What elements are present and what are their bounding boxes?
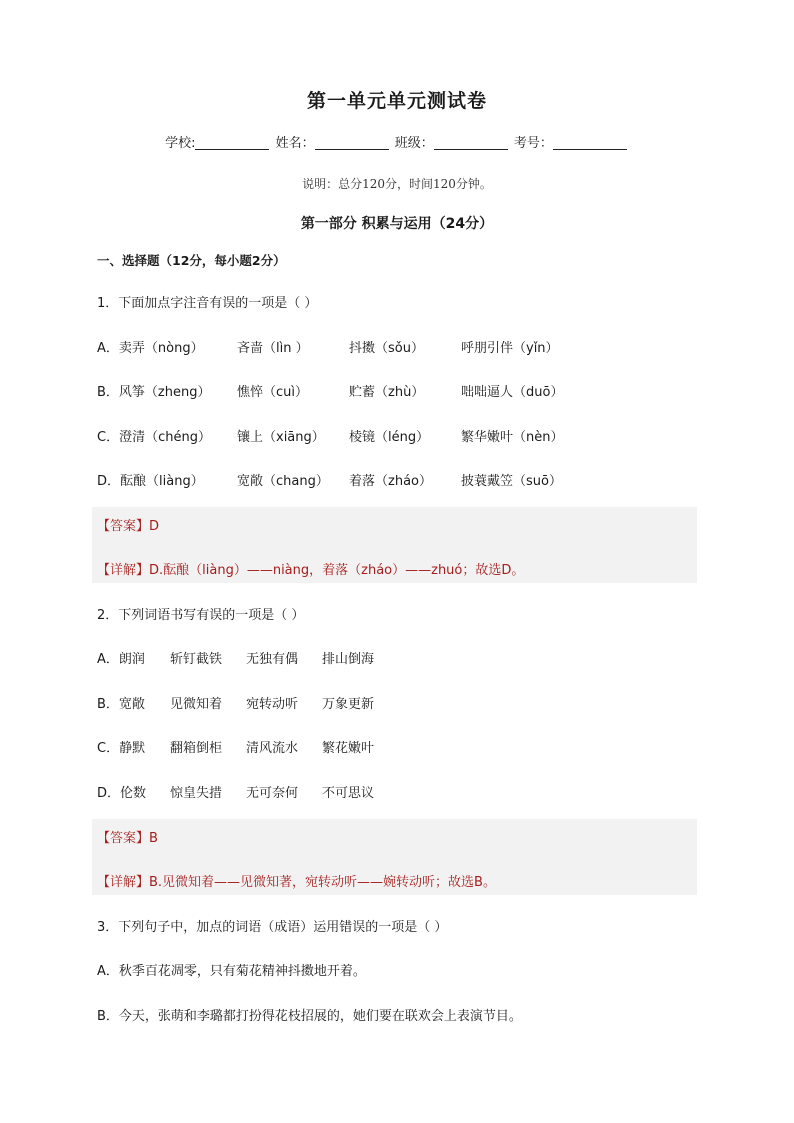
part-heading: 第一部分 积累与运用（24分） <box>300 216 494 232</box>
q1-option-c-word3: 棱镜（léng） <box>349 430 430 445</box>
school-label: 学校: <box>165 136 196 151</box>
student-info-row <box>0 132 794 151</box>
q1-option-b-word3: 贮蓄（zhù） <box>349 385 425 400</box>
q2-option-a-word2: 斩钉截铁 <box>170 652 223 667</box>
q1-option-b: B．风筝（zheng） <box>97 385 211 400</box>
q3-option-a: A．秋季百花凋零，只有菊花精神抖擞地开着。 <box>97 964 366 979</box>
q2-option-c: C．静默 <box>97 741 146 756</box>
q1-detail: 【详解】D.酝酿（liàng）——niàng，着落（zháo）——zhuó；故选D。 <box>97 563 525 578</box>
q1-option-d-word3: 着落（zháo） <box>349 474 432 489</box>
section-heading: 一、选择题（12分，每小题2分） <box>97 253 286 268</box>
q2-option-d-word4: 不可思议 <box>322 786 375 801</box>
q1-option-a-word4: 呼朋引伴（yǐn） <box>461 341 559 356</box>
name-blank[interactable] <box>315 135 389 150</box>
q2-option-a-word4: 排山倒海 <box>322 652 375 667</box>
q1-option-c: C．澄清（chéng） <box>97 430 211 445</box>
q2-option-b-word2: 见微知着 <box>170 697 223 712</box>
class-blank[interactable] <box>434 135 508 150</box>
q3-option-b: B．今天，张萌和李璐都打扮得花枝招展的，她们要在联欢会上表演节目。 <box>97 1009 522 1024</box>
q2-option-c-word3: 清风流水 <box>246 741 299 756</box>
q2-option-b-word4: 万象更新 <box>322 697 375 712</box>
q2-answer-box <box>92 819 697 895</box>
q2-option-d-word2: 惊皇失措 <box>170 786 223 801</box>
q2-option-b: B．宽敞 <box>97 697 145 712</box>
q1-option-a-word2: 吝啬（lìn ） <box>237 341 309 356</box>
q1-option-d: D．酝酿（liàng） <box>97 474 204 489</box>
q2-detail: 【详解】B.见微知着——见微知著，宛转动听——婉转动听；故选B。 <box>97 875 496 890</box>
q1-option-c-word4: 繁华嫩叶（nèn） <box>461 430 564 445</box>
q1-option-a-word3: 抖擞（sǒu） <box>349 341 424 356</box>
class-label: 班级： <box>394 136 434 151</box>
q1-option-b-word4: 咄咄逼人（duō） <box>461 385 564 400</box>
exam-no-blank[interactable] <box>553 135 627 150</box>
q1-option-d-word4: 披蓑戴笠（suō） <box>461 474 562 489</box>
q2-option-a-word3: 无独有偶 <box>246 652 299 667</box>
exam-note: 说明：总分120分，时间120分钟。 <box>302 177 492 191</box>
q2-option-d: D．伦数 <box>97 786 147 801</box>
question-3-stem: 3．下列句子中，加点的词语（成语）运用错误的一项是（ ） <box>97 920 448 935</box>
q1-answer-box <box>92 507 697 583</box>
q2-option-c-word4: 繁花嫩叶 <box>322 741 375 756</box>
q2-option-d-word3: 无可奈何 <box>246 786 299 801</box>
name-label: 姓名： <box>275 136 315 151</box>
q1-answer: 【答案】D <box>97 519 160 534</box>
q2-answer: 【答案】B <box>97 831 158 846</box>
q1-option-d-word2: 宽敞（chang） <box>237 474 329 489</box>
exam-no-label: 考号： <box>513 136 553 151</box>
q2-option-a: A．朗润 <box>97 652 145 667</box>
question-1-stem: 1．下面加点字注音有误的一项是（ ） <box>97 296 318 311</box>
q1-option-a: A．卖弄（nòng） <box>97 341 204 356</box>
question-2-stem: 2．下列词语书写有误的一项是（ ） <box>97 608 305 623</box>
q1-option-b-word2: 憔悴（cuì） <box>237 385 308 400</box>
school-blank[interactable] <box>195 135 269 150</box>
q2-option-c-word2: 翻箱倒柜 <box>170 741 223 756</box>
page-title: 第一单元单元测试卷 <box>306 90 487 112</box>
q1-option-c-word2: 镶上（xiāng） <box>237 430 325 445</box>
q2-option-b-word3: 宛转动听 <box>246 697 299 712</box>
